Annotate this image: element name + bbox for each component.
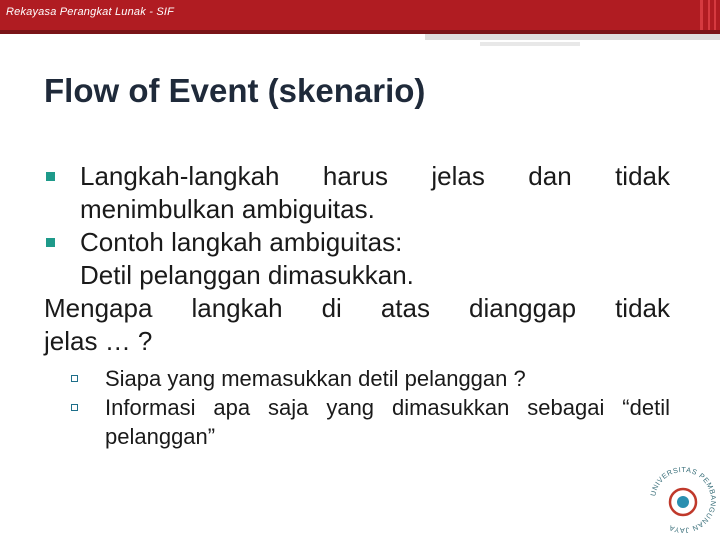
sub-bullet-item — [44, 364, 670, 393]
header-accent-rule — [425, 34, 720, 40]
bullet-text: Contoh langkah ambiguitas: — [80, 227, 403, 257]
sub-bullet-text: Siapa yang memasukkan detil pelanggan ? — [105, 366, 526, 391]
bullet-text: Langkah-langkah harus jelas dan tidak menimbulkan ambiguitas. — [80, 161, 670, 224]
sub-bullet-text: Informasi apa saja yang dimasukkan sebagai “detil pelanggan” — [105, 395, 670, 449]
header-accent-rule — [480, 42, 580, 46]
logo-emblem-icon — [677, 496, 689, 508]
course-label: Rekayasa Perangkat Lunak - SIF — [6, 6, 175, 18]
header-stripe-decor — [708, 0, 710, 30]
square-bullet-icon — [46, 238, 55, 247]
slide-content — [44, 160, 670, 451]
question-line: jelas … ? — [44, 326, 153, 356]
bullet-item — [44, 160, 670, 226]
slide-title: Flow of Event (skenario) — [44, 72, 426, 109]
sub-bullet-list — [44, 364, 670, 451]
header-stripe-decor — [700, 0, 703, 30]
header-bar — [0, 0, 720, 30]
example-line: Detil pelanggan dimasukkan. — [80, 260, 414, 290]
hollow-square-bullet-icon — [71, 404, 78, 411]
header-stripe-decor — [714, 0, 716, 30]
logo-ring-text: UNIVERSITAS PEMBANGUNAN JAYA — [648, 464, 719, 536]
bullet-item — [44, 226, 670, 259]
university-logo — [645, 462, 720, 538]
sub-bullet-item — [44, 393, 670, 451]
question-line: Mengapa langkah di atas dianggap tidak — [44, 293, 670, 323]
hollow-square-bullet-icon — [71, 375, 78, 382]
square-bullet-icon — [46, 172, 55, 181]
